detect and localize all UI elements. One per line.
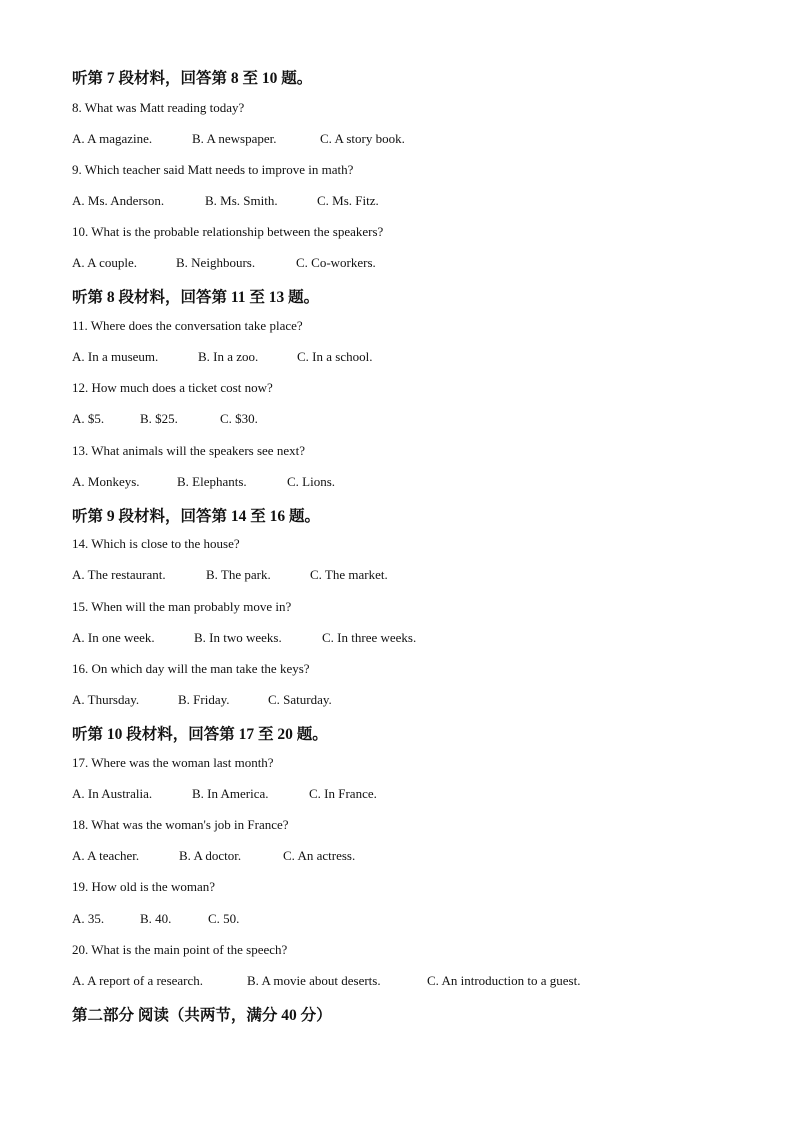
section-heading: 听第 10 段材料，回答第 17 至 20 题。	[72, 726, 328, 743]
options-17	[72, 786, 772, 804]
section-heading: 听第 8 段材料，回答第 11 至 13 题。	[72, 289, 320, 306]
option-c: C. 50.	[208, 911, 240, 926]
option-b: B. The park.	[206, 567, 271, 582]
question-16: 16. On which day will the man take the keys?	[72, 661, 310, 676]
option-c: C. Ms. Fitz.	[317, 193, 379, 208]
options-15	[72, 630, 772, 648]
question-12: 12. How much does a ticket cost now?	[72, 380, 273, 395]
question-15: 15. When will the man probably move in?	[72, 599, 292, 614]
option-a: A. A report of a research.	[72, 973, 204, 988]
option-b: B. $25.	[140, 411, 178, 426]
option-b: B. A newspaper.	[192, 131, 277, 146]
question-20: 20. What is the main point of the speech?	[72, 942, 288, 957]
question-14: 14. Which is close to the house?	[72, 536, 240, 551]
options-16	[72, 692, 772, 710]
question-9: 9. Which teacher said Matt needs to improve in math?	[72, 162, 354, 177]
option-b: B. A doctor.	[179, 848, 242, 863]
part-two-heading: 第二部分 阅读（共两节，满分 40 分）	[72, 1007, 332, 1024]
option-a: A. The restaurant.	[72, 567, 166, 582]
option-a: A. A teacher.	[72, 848, 140, 863]
options-12	[72, 411, 772, 429]
option-a: A. In a museum.	[72, 349, 159, 364]
option-a: A. 35.	[72, 911, 105, 926]
option-c: C. $30.	[220, 411, 258, 426]
option-a: A. A magazine.	[72, 131, 153, 146]
option-a: A. Monkeys.	[72, 474, 140, 489]
option-a: A. A couple.	[72, 255, 137, 270]
options-20	[72, 973, 772, 991]
options-19	[72, 911, 772, 929]
option-b: B. A movie about deserts.	[247, 973, 381, 988]
option-b: B. In two weeks.	[194, 630, 282, 645]
option-b: B. 40.	[140, 911, 172, 926]
option-c: C. An actress.	[283, 848, 356, 863]
options-13	[72, 474, 772, 492]
options-11	[72, 349, 772, 367]
option-b: B. Neighbours.	[176, 255, 256, 270]
options-14	[72, 567, 772, 585]
option-c: C. An introduction to a guest.	[427, 973, 581, 988]
option-a: A. Ms. Anderson.	[72, 193, 165, 208]
option-c: C. In three weeks.	[322, 630, 417, 645]
option-b: B. In America.	[192, 786, 269, 801]
option-c: C. A story book.	[320, 131, 405, 146]
question-18: 18. What was the woman's job in France?	[72, 817, 289, 832]
option-c: C. In a school.	[297, 349, 373, 364]
option-b: B. Ms. Smith.	[205, 193, 278, 208]
options-10	[72, 255, 772, 273]
section-heading: 听第 7 段材料，回答第 8 至 10 题。	[72, 70, 313, 87]
option-c: C. The market.	[310, 567, 388, 582]
option-a: A. In one week.	[72, 630, 155, 645]
option-c: C. Saturday.	[268, 692, 332, 707]
option-c: C. Lions.	[287, 474, 336, 489]
question-8: 8. What was Matt reading today?	[72, 100, 245, 115]
option-c: C. In France.	[309, 786, 377, 801]
options-9	[72, 193, 772, 211]
question-17: 17. Where was the woman last month?	[72, 755, 274, 770]
option-a: A. In Australia.	[72, 786, 153, 801]
section-heading: 听第 9 段材料，回答第 14 至 16 题。	[72, 508, 321, 525]
option-b: B. In a zoo.	[198, 349, 259, 364]
question-19: 19. How old is the woman?	[72, 879, 215, 894]
question-10: 10. What is the probable relationship between the speakers?	[72, 224, 384, 239]
question-11: 11. Where does the conversation take place?	[72, 318, 303, 333]
option-c: C. Co-workers.	[296, 255, 376, 270]
options-8	[72, 131, 772, 149]
option-b: B. Friday.	[178, 692, 230, 707]
option-a: A. Thursday.	[72, 692, 140, 707]
option-a: A. $5.	[72, 411, 105, 426]
option-b: B. Elephants.	[177, 474, 247, 489]
question-13: 13. What animals will the speakers see next?	[72, 443, 305, 458]
options-18	[72, 848, 772, 866]
